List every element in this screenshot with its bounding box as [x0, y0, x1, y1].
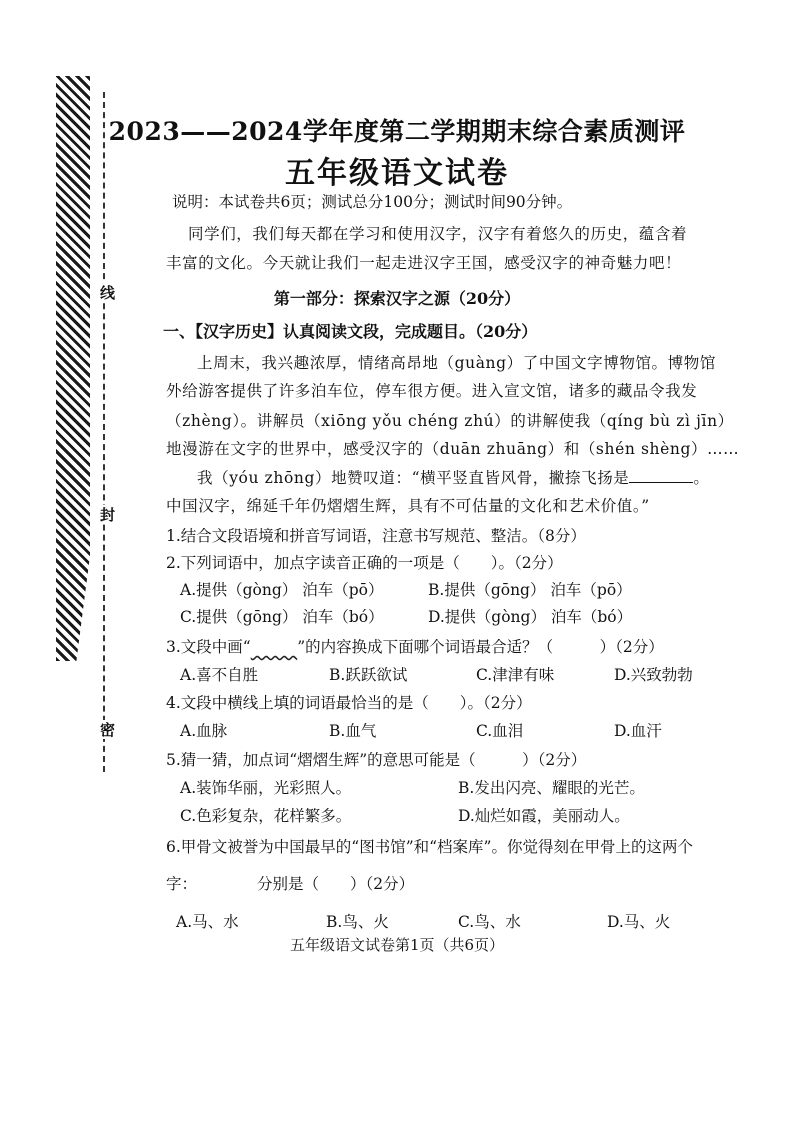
part-title: 第一部分：探索汉字之源（20分）: [273, 289, 521, 308]
question-1: 1.结合文段语境和拼音写词语，注意书写规范、整洁。（8分）: [166, 527, 586, 545]
q4-option-d[interactable]: D.血汗: [614, 722, 662, 740]
question-3: [166, 635, 664, 657]
q2-option-b[interactable]: B.提供（gōng） 泊车（pō）: [428, 581, 632, 599]
question-6: 6.甲骨文被誉为中国最早的“图书馆”和“档案库”。你觉得刻在甲骨上的这两个: [166, 838, 693, 856]
section-heading: 一、【汉字历史】认真阅读文段，完成题目。（20分）: [163, 322, 538, 341]
q6-option-c[interactable]: C.鸟、水: [458, 913, 521, 931]
question-3-text: 3.文段中画“: [166, 638, 251, 656]
passage-line-1: 上周末，我兴趣浓厚，情绪高昂地（guàng）了中国文字博物馆。博物馆: [197, 354, 716, 372]
passage-line-6: 中国汉字，绵延千年仍熠熠生辉，具有不可估量的文化和艺术价值。”: [166, 497, 650, 515]
q6-option-d[interactable]: D.马、火: [607, 913, 671, 931]
q3-option-a[interactable]: A.喜不自胜: [180, 666, 259, 684]
binding-char-seal: 封: [98, 507, 116, 522]
q4-option-a[interactable]: A.血脉: [180, 722, 228, 740]
question-5: 5.猜一猜，加点词“熠熠生辉”的意思可能是（ ）（2分）: [166, 751, 587, 769]
q5-option-b[interactable]: B.发出闪亮、耀眼的光芒。: [458, 779, 645, 797]
q3-option-d[interactable]: D.兴致勃勃: [614, 666, 693, 684]
passage-line-5: [197, 466, 710, 488]
question-2: 2.下列词语中，加点字读音正确的一项是（ ）。（2分）: [166, 554, 563, 572]
intro-line-2: 丰富的文化。今天就让我们一起走进汉字王国，感受汉字的神奇魅力吧！: [166, 254, 682, 272]
binding-char-line: 线: [98, 285, 116, 300]
question-3-text-end: ”的内容换成下面哪个词语最合适？（ ）（2分）: [297, 638, 664, 656]
q4-option-c[interactable]: C.血泪: [476, 722, 524, 740]
binding-char-secret: 密: [98, 722, 116, 737]
q6-option-a[interactable]: A.马、水: [176, 913, 239, 931]
passage-line-5-end: 。: [693, 469, 710, 487]
q5-option-a[interactable]: A.装饰华丽，光彩照人。: [180, 779, 352, 797]
question-6-prefix: 字：: [166, 875, 198, 893]
binding-cut-line: [103, 92, 105, 772]
q3-option-b[interactable]: B.跃跃欲试: [329, 666, 408, 684]
fill-blank[interactable]: [629, 468, 693, 483]
question-6-line-2: [166, 872, 414, 894]
q5-option-c[interactable]: C.色彩复杂，花样繁多。: [180, 807, 352, 825]
page-footer: 五年级语文试卷第1页（共6页）: [289, 936, 505, 954]
passage-line-5-text: 我（yóu zhōng）地赞叹道：“横平竖直皆风骨，撇捺飞扬是: [197, 469, 630, 487]
passage-line-2: 外给游客提供了许多泊车位，停车很方便。进入宣文馆，诸多的藏品令我发: [166, 382, 698, 400]
question-6-suffix: 分别是（ ）（2分）: [257, 875, 415, 893]
q2-option-a[interactable]: A.提供（gòng） 泊车（pō）: [180, 581, 384, 599]
q2-option-d[interactable]: D.提供（gòng） 泊车（bó）: [428, 608, 633, 626]
passage-line-3: （zhèng）。讲解员（xiōng yǒu chéng zhú）的讲解使我（qíng bù zì jīn）: [166, 412, 734, 430]
exam-title: 2023——2024学年度第二学期期末综合素质测评: [108, 117, 686, 146]
q6-option-b[interactable]: B.鸟、火: [326, 913, 389, 931]
q2-option-c[interactable]: C.提供（gōng） 泊车（bó）: [180, 608, 384, 626]
q3-option-c[interactable]: C.津津有味: [476, 666, 555, 684]
q4-option-b[interactable]: B.血气: [329, 722, 377, 740]
intro-line-1: 同学们，我们每天都在学习和使用汉字，汉字有着悠久的历史，蕴含着: [188, 225, 688, 243]
wavy-underline-mark: [251, 638, 298, 656]
question-4: 4.文段中横线上填的词语最恰当的是（ ）。（2分）: [166, 694, 532, 712]
passage-line-4: 地漫游在文字的世界中，感受汉字的（duān zhuāng）和（shén shèng）……: [166, 440, 740, 458]
q5-option-d[interactable]: D.灿烂如霞，美丽动人。: [458, 807, 630, 825]
exam-subtitle: 五年级语文试卷: [285, 156, 509, 191]
exam-instructions: 说明：本试卷共6页；测试总分100分；测试时间90分钟。: [172, 193, 573, 211]
